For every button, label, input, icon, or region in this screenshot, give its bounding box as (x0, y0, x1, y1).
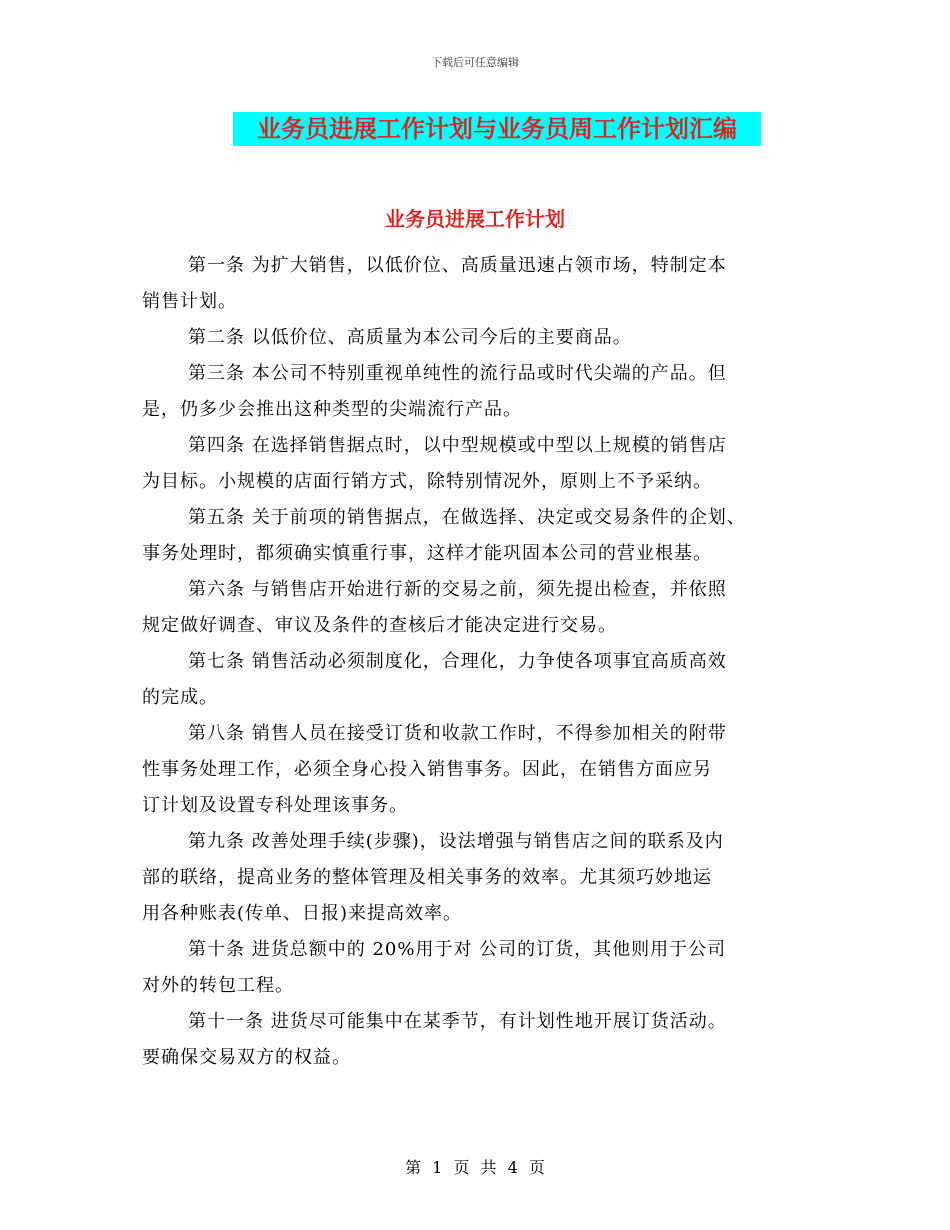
page-footer: 第 1 页 共 4 页 (405, 1158, 545, 1177)
article-paragraph (142, 428, 812, 500)
paragraph-line: 部的联络，提高业务的整体管理及相关事务的效率。尤其须巧妙地运 (142, 867, 712, 888)
article-paragraph (142, 500, 812, 572)
paragraph-line: 性事务处理工作，必须全身心投入销售事务。因此，在销售方面应另 (142, 759, 712, 780)
article-paragraph (142, 716, 812, 824)
article-paragraph (142, 1004, 812, 1076)
paragraph-line: 销售计划。 (142, 291, 237, 312)
document-body (142, 248, 812, 1076)
paragraph-line: 用各种账表(传单、日报)来提高效率。 (142, 903, 463, 924)
article-paragraph (142, 572, 812, 644)
paragraph-line: 第六条 与销售店开始进行新的交易之前，须先提出检查，并依照 (188, 579, 727, 600)
article-paragraph (142, 248, 812, 320)
paragraph-line: 的完成。 (142, 687, 218, 708)
paragraph-line: 要确保交易双方的权益。 (142, 1047, 351, 1068)
article-paragraph (142, 824, 812, 932)
article-paragraph (142, 356, 812, 428)
document-title: 业务员进展工作计划与业务员周工作计划汇编 (233, 112, 761, 146)
section-title: 业务员进展工作计划 (385, 207, 565, 231)
paragraph-line: 规定做好调查、审议及条件的查核后才能决定进行交易。 (142, 615, 617, 636)
article-paragraph (142, 644, 812, 716)
article-paragraph (142, 932, 812, 1004)
article-paragraph (142, 320, 812, 356)
paragraph-line: 第五条 关于前项的销售据点，在做选择、决定或交易条件的企划、 (188, 507, 746, 528)
paragraph-line: 第二条 以低价位、高质量为本公司今后的主要商品。 (188, 327, 632, 348)
paragraph-line: 第十条 进货总额中的 20%用于对 公司的订货，其他则用于公司 (188, 939, 727, 960)
paragraph-line: 第九条 改善处理手续(步骤)，设法增强与销售店之间的联系及内 (188, 831, 724, 852)
paragraph-line: 第十一条 进货尽可能集中在某季节，有计划性地开展订货活动。 (188, 1011, 727, 1032)
paragraph-line: 订计划及设置专科处理该事务。 (142, 795, 408, 816)
paragraph-line: 第四条 在选择销售据点时，以中型规模或中型以上规模的销售店 (188, 435, 727, 456)
paragraph-line: 是，仍多少会推出这种类型的尖端流行产品。 (142, 399, 522, 420)
paragraph-line: 事务处理时，都须确实慎重行事，这样才能巩固本公司的营业根基。 (142, 543, 712, 564)
paragraph-line: 第一条 为扩大销售，以低价位、高质量迅速占领市场，特制定本 (188, 255, 727, 276)
paragraph-line: 对外的转包工程。 (142, 975, 294, 996)
paragraph-line: 为目标。小规模的店面行销方式，除特别情况外，原则上不予采纳。 (142, 471, 712, 492)
paragraph-line: 第八条 销售人员在接受订货和收款工作时，不得参加相关的附带 (188, 723, 727, 744)
paragraph-line: 第三条 本公司不特别重视单纯性的流行品或时代尖端的产品。但 (188, 363, 727, 384)
header-note: 下载后可任意编辑 (431, 56, 519, 69)
paragraph-line: 第七条 销售活动必须制度化，合理化，力争使各项事宜高质高效 (188, 651, 727, 672)
